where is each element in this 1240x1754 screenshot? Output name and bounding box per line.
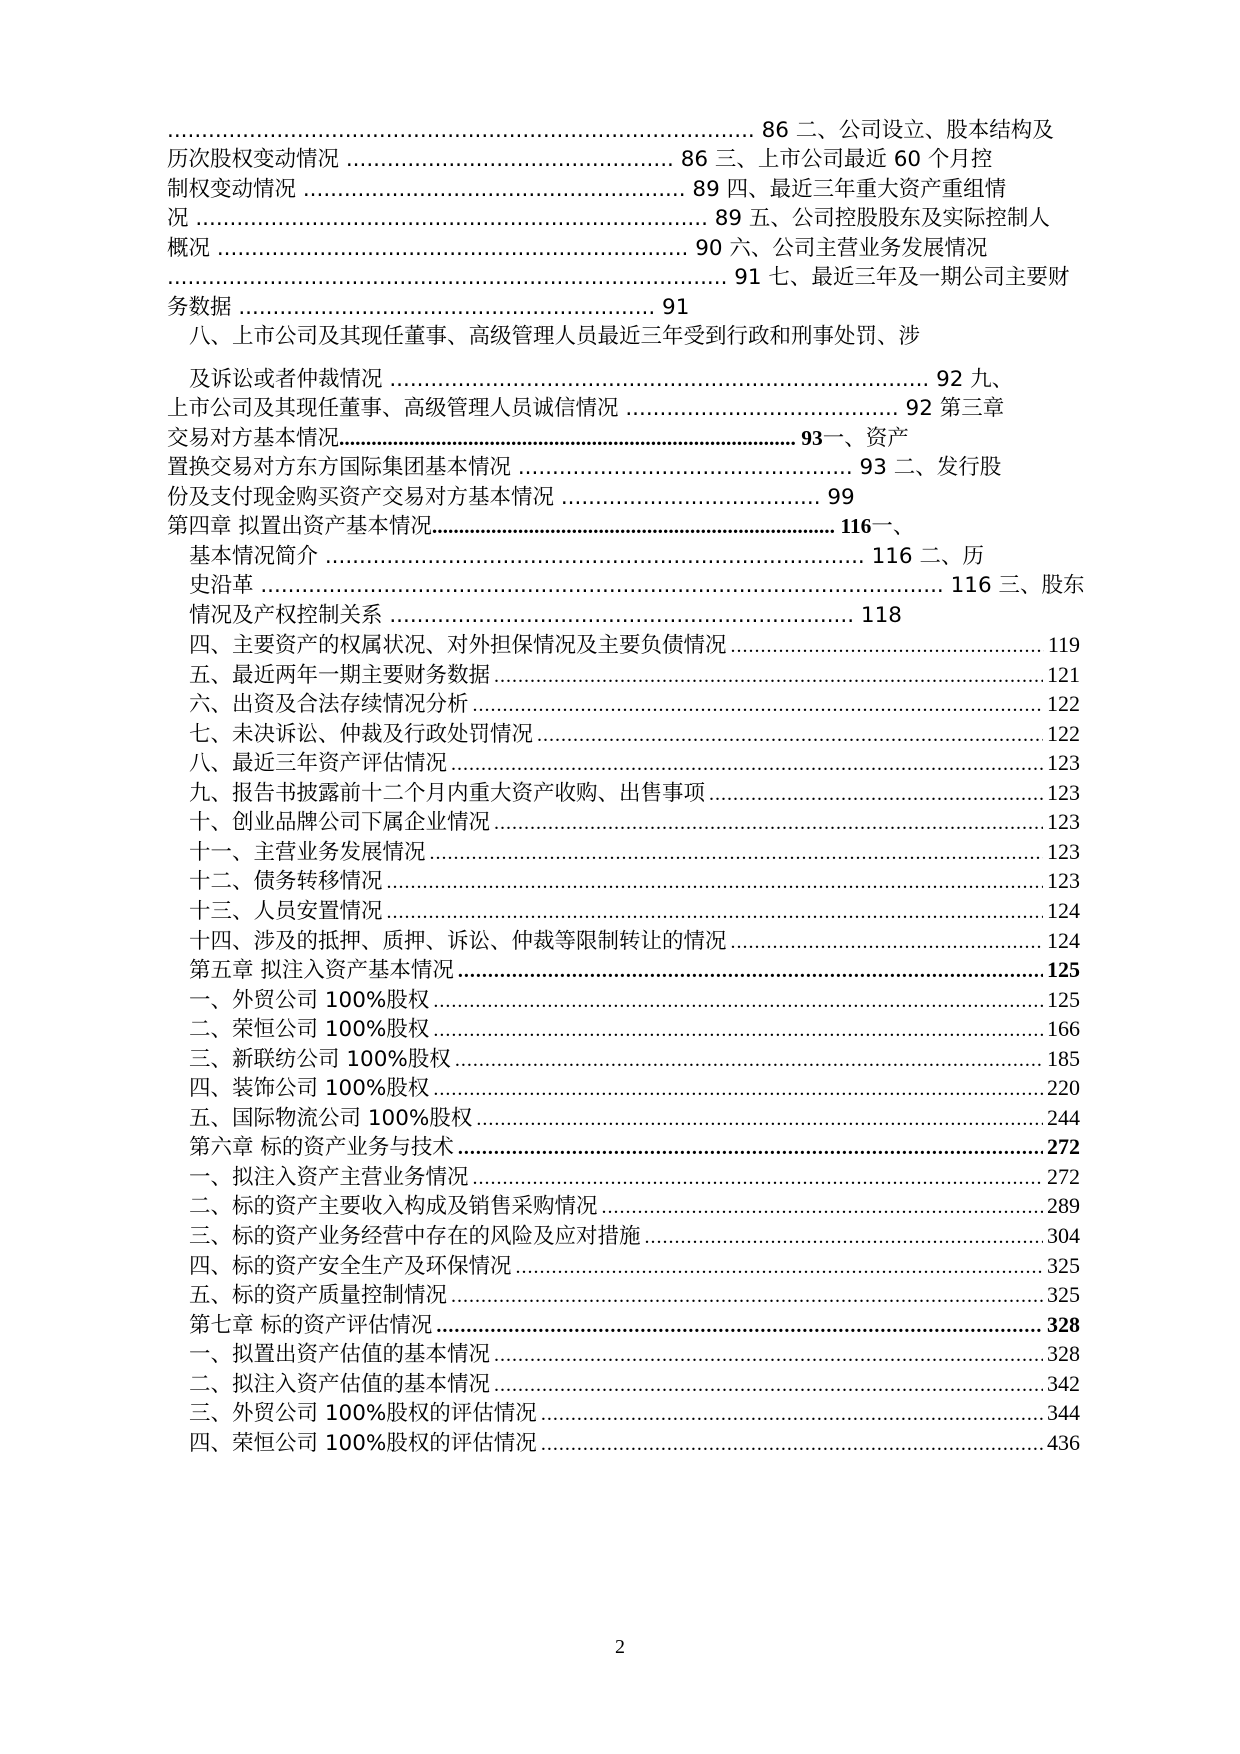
toc-entry-title: 三、外贸公司 100%股权的评估情况 bbox=[189, 1401, 537, 1426]
toc-entry-page: 220 bbox=[1047, 1075, 1080, 1100]
toc-entry-title: 三、新联纺公司 100%股权 bbox=[189, 1047, 451, 1072]
toc-entry[interactable] bbox=[189, 1130, 1080, 1163]
toc-line-text: 一、资产 bbox=[822, 426, 909, 451]
toc-entry[interactable] bbox=[189, 953, 1080, 986]
toc-entry-page: 122 bbox=[1047, 721, 1080, 746]
toc-entry-title: 第六章 标的资产业务与技术 bbox=[189, 1135, 454, 1160]
toc-entry-page: 124 bbox=[1047, 928, 1080, 953]
toc-entry-page: 344 bbox=[1047, 1400, 1080, 1425]
toc-entry[interactable] bbox=[189, 1071, 1080, 1104]
toc-entry-page: 244 bbox=[1047, 1105, 1080, 1130]
toc-entry-page: 328 bbox=[1047, 1312, 1080, 1337]
toc-entry[interactable] bbox=[189, 1337, 1080, 1370]
toc-entry-title: 十一、主营业务发展情况 bbox=[189, 840, 426, 865]
toc-entry-page: 289 bbox=[1047, 1193, 1080, 1218]
toc-entry-title: 第五章 拟注入资产基本情况 bbox=[189, 958, 454, 983]
toc-line-text: 况 ........................................................................... 89 五、公司控股股东及实际控制人 bbox=[167, 206, 1050, 231]
toc-entry-title: 九、报告书披露前十二个月内重大资产收购、出售事项 bbox=[189, 781, 706, 806]
toc-line-text: .................................................................................. 91 七、最近三年及一期公司主要财 bbox=[167, 265, 1070, 290]
toc-line-text: 概况 ..................................................................... 90 六、公司主营业务发展情况 bbox=[167, 236, 988, 261]
toc-entry-title: 四、装饰公司 100%股权 bbox=[189, 1076, 430, 1101]
toc-entry-title: 四、主要资产的权属状况、对外担保情况及主要负债情况 bbox=[189, 633, 727, 658]
page-number: 2 bbox=[615, 1636, 625, 1658]
toc-entry-title: 十、创业品牌公司下属企业情况 bbox=[189, 810, 491, 835]
toc-line-text: 基本情况简介 ............................................................................... 116 二、历 bbox=[189, 544, 984, 569]
toc-entry[interactable] bbox=[189, 894, 1080, 927]
toc-line[interactable] bbox=[167, 451, 1001, 484]
toc-entry-page: 436 bbox=[1047, 1430, 1080, 1455]
toc-entry-title: 六、出资及合法存续情况分析 bbox=[189, 692, 469, 717]
toc-line-text: 份及支付现金购买资产交易对方基本情况 ...................................... 99 bbox=[167, 485, 855, 510]
toc-line-text: 及诉讼或者仲裁情况 ............................................................................... 92 九、 bbox=[189, 367, 1014, 392]
toc-entry-page: 304 bbox=[1047, 1223, 1080, 1248]
toc-line-text: 交易对方基本情况 bbox=[167, 426, 340, 451]
toc-line-text: 史沿革 .................................................................................................... 116 三、股东 bbox=[189, 573, 1085, 598]
toc-entry-title: 一、拟注入资产主营业务情况 bbox=[189, 1165, 469, 1190]
toc-entry-title: 二、标的资产主要收入构成及销售采购情况 bbox=[189, 1194, 598, 1219]
toc-entry-page: 185 bbox=[1047, 1046, 1080, 1071]
toc-entry-title: 十三、人员安置情况 bbox=[189, 899, 383, 924]
toc-entry-page: 166 bbox=[1047, 1016, 1080, 1041]
toc-entry-title: 一、拟置出资产估值的基本情况 bbox=[189, 1342, 491, 1367]
toc-line[interactable] bbox=[167, 392, 1004, 425]
toc-line-text: 八、上市公司及其现任董事、高级管理人员最近三年受到行政和刑事处罚、涉 bbox=[189, 324, 921, 349]
toc-line-text: ...................................................................................... 86 二、公司设立、股本结构及 bbox=[167, 118, 1054, 143]
toc-line[interactable] bbox=[189, 569, 1084, 602]
toc-entry[interactable] bbox=[189, 628, 1080, 661]
toc-entry[interactable] bbox=[189, 746, 1080, 779]
toc-entry[interactable] bbox=[189, 1426, 1080, 1459]
toc-line-text: 第四章 拟置出资产基本情况 bbox=[167, 514, 432, 539]
toc-entry-leader bbox=[541, 1428, 1043, 1461]
toc-entry-page: 123 bbox=[1047, 839, 1080, 864]
toc-entry-title: 四、荣恒公司 100%股权的评估情况 bbox=[189, 1431, 537, 1456]
toc-entry-page: 124 bbox=[1047, 898, 1080, 923]
toc-entry-title: 二、拟注入资产估值的基本情况 bbox=[189, 1372, 491, 1397]
toc-entry-page: 125 bbox=[1047, 987, 1080, 1012]
toc-entry-page: 328 bbox=[1047, 1341, 1080, 1366]
toc-entry-page: 272 bbox=[1047, 1164, 1080, 1189]
toc-entry[interactable] bbox=[189, 1396, 1080, 1429]
toc-entry-title: 五、最近两年一期主要财务数据 bbox=[189, 663, 491, 688]
toc-line[interactable] bbox=[167, 143, 992, 176]
toc-line-text: 务数据 ............................................................. 91 bbox=[167, 295, 690, 320]
toc-entry-page: 125 bbox=[1047, 957, 1080, 982]
toc-entry[interactable] bbox=[189, 687, 1080, 720]
toc-entry-page: 342 bbox=[1047, 1371, 1080, 1396]
toc-entry-title: 十二、债务转移情况 bbox=[189, 869, 383, 894]
toc-entry-page: 325 bbox=[1047, 1282, 1080, 1307]
toc-line-text: 情况及产权控制关系 .................................................................... 118 bbox=[189, 603, 902, 628]
toc-entry[interactable] bbox=[189, 864, 1080, 897]
toc-entry-title: 八、最近三年资产评估情况 bbox=[189, 751, 448, 776]
toc-entry-title: 三、标的资产业务经营中存在的风险及应对措施 bbox=[189, 1224, 641, 1249]
toc-entry-title: 第七章 标的资产评估情况 bbox=[189, 1313, 433, 1338]
toc-entry-page: 122 bbox=[1047, 691, 1080, 716]
toc-line-leader-bold: ........................................................................... 116 bbox=[431, 514, 872, 538]
toc-line[interactable] bbox=[189, 320, 920, 353]
toc-line[interactable] bbox=[167, 202, 1050, 235]
toc-entry[interactable] bbox=[189, 1219, 1080, 1252]
toc-entry-title: 五、国际物流公司 100%股权 bbox=[189, 1106, 473, 1131]
toc-entry-title: 二、荣恒公司 100%股权 bbox=[189, 1017, 430, 1042]
toc-entry-page: 325 bbox=[1047, 1253, 1080, 1278]
toc-entry[interactable] bbox=[189, 1189, 1080, 1222]
toc-entry[interactable] bbox=[189, 805, 1080, 838]
toc-entry[interactable] bbox=[189, 1278, 1080, 1311]
toc-line[interactable] bbox=[167, 261, 1069, 294]
toc-line-text: 制权变动情况 ........................................................ 89 四、最近三年重大资产重组情 bbox=[167, 177, 1007, 202]
toc-entry-title: 七、未决诉讼、仲裁及行政处罚情况 bbox=[189, 722, 534, 747]
toc-entry-title: 四、标的资产安全生产及环保情况 bbox=[189, 1254, 512, 1279]
toc-line-text: 上市公司及其现任董事、高级管理人员诚信情况 ........................................ 92 第三章 bbox=[167, 396, 1005, 421]
toc-entry-page: 123 bbox=[1047, 809, 1080, 834]
toc-entry-title: 十四、涉及的抵押、质押、诉讼、仲裁等限制转让的情况 bbox=[189, 929, 727, 954]
toc-line-text: 一、 bbox=[871, 514, 915, 539]
toc-line[interactable] bbox=[167, 510, 914, 543]
toc-entry-page: 272 bbox=[1047, 1134, 1080, 1159]
toc-entry-page: 121 bbox=[1047, 662, 1080, 687]
toc-entry[interactable] bbox=[189, 1012, 1080, 1045]
toc-entry-page: 123 bbox=[1047, 780, 1080, 805]
toc-entry-title: 五、标的资产质量控制情况 bbox=[189, 1283, 448, 1308]
toc-line-text: 置换交易对方东方国际集团基本情况 ................................................. 93 二、发行股 bbox=[167, 455, 1002, 480]
toc-entry-title: 一、外贸公司 100%股权 bbox=[189, 988, 430, 1013]
toc-entry-page: 119 bbox=[1047, 632, 1080, 657]
toc-entry-page: 123 bbox=[1047, 868, 1080, 893]
toc-line-leader-bold: ..................................................................................... 93 bbox=[339, 426, 823, 450]
toc-entry-page: 123 bbox=[1047, 750, 1080, 775]
toc-line-text: 历次股权变动情况 ................................................ 86 三、上市公司最近 60 个月控 bbox=[167, 147, 993, 172]
